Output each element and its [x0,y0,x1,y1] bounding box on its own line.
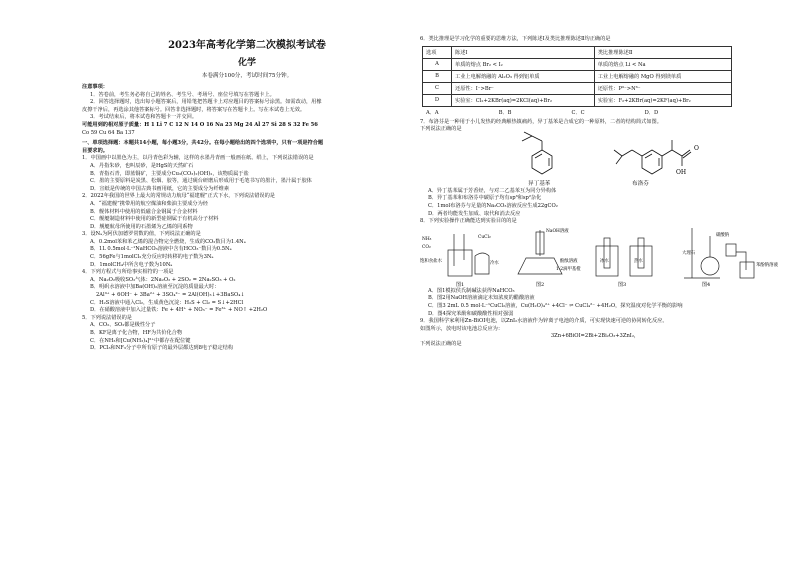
option-line: B．青指石青，即蓝铜矿，主要成分Cu₃(CO₃)₂(OH)₂，该物质属于盐 [90,170,249,177]
question-6-table [422,46,732,107]
hydroxyl-label: OH [676,168,687,176]
atomic-mass-line: Co 59 Cu 64 Ba 137 [82,129,135,136]
option-line: C．56gFe与1molCl₂充分反应时转移的电子数为3Nₐ [90,254,214,261]
question-line: 5．下列说法错误的是 [82,314,132,321]
figure-small-label: 苯酚钠溶液 [756,262,778,268]
table-header: 选项 [423,46,452,58]
option-b: B．B [498,109,512,116]
option-d: D．D [644,109,659,116]
question-line: 1．中国画中以墨色为主，以丹青色彩为辅，这样的水墨丹青画一般画在纸、绢上，下列说法错误的是 [82,155,314,162]
question-6-options [426,109,770,116]
table-header: 陈述Ⅰ [452,46,595,58]
option-line: A．Na₂O₂吸收SO₂气体：2Na₂O₂ + 2SO₂ = 2Na₂SO₃ + O₂ [90,276,236,283]
section-heading: 目要求的。 [82,147,108,154]
option-line: D．图4探究苯酚和碳酸酸性相对强弱 [428,310,514,317]
table-cell: 还原性：I⁻>Br⁻ [452,82,595,94]
option-line: C．舰艇制造材料中使用的新型硅钢属于有机高分子材料 [90,216,219,223]
table-cell: 实验室：F₂+2KBr(aq)=2KF(aq)+Br₂ [594,94,731,106]
carbonyl-oxygen-label: O [694,144,699,152]
question-list [82,155,412,352]
option-line: C．在NH₃和[Cu(NH₃)₄]²⁺中都存在配位键 [90,337,191,344]
option-a: A．A [426,109,439,116]
figure-label: 图4 [702,281,711,288]
figure-small-label: 热水 [634,258,643,264]
figure-label: 图1 [456,281,465,288]
option-line: B．舰体材料中使用的低磁合金钢属于合金材料 [90,208,198,215]
question-7-stem: 下列说法正确的是 [420,126,462,133]
figure-label: 图2 [536,281,545,288]
question-9-stem: 如图所示，放电时该电池总反应为： [420,325,504,332]
question-9-equation: 3Zn+6BiOI=2Bi+2Bi₂O₃+3ZnI₂， [550,333,640,340]
question-8-stem: 8．下列实验操作正确能达到实验目的的是 [420,218,517,225]
question-9-tail: 下列说法正确的是 [420,340,462,347]
figure-small-label: 饱和食盐水 [420,258,442,264]
option-line: A．CO₂、SO₂都是极性分子 [90,322,156,329]
figure-small-label: 冰水 [600,258,609,264]
figure-small-label: CO₂ [422,244,431,250]
option-line: C．墨的主要原料是炭黑、松烟、胶等，通过砚台研磨后形成用于毛笔书写的墨汁，墨汁属于胶体 [90,178,312,185]
option-line: B．1L 0.5mol·L⁻¹NaHCO₃溶液中含有HCO₃⁻数目为0.5Nₐ [90,246,232,253]
section-heading: 一、单项选择题：本题共14小题，每小题3分，共42分。在每小题给出的四个选项中，只有一项是符合题 [82,140,324,147]
question-7-stem: 7．布洛芬是一种用于小儿发热的经典解热镇痛药，异丁基苯是合成它的一种原料，二者的结构简式如图。 [420,118,662,125]
table-cell: C [423,82,452,94]
option-line: A．丹指朱砂，也叫辰砂，是HgS的天然矿石 [90,162,194,169]
figure-small-label: 冷水 [490,260,499,266]
question-9-stem: 9．我国科学家利用Zn-BiOI电池，以ZnI₂水溶液作为锌离子电池的介质，可实现快速可逆的协同转化反应。 [420,318,668,325]
table-row [423,58,732,70]
figure-small-label: 大理石 [682,250,696,256]
option-line: C．1mol布洛芬与足量的Na₂CO₃溶液反应生成22gCO₂ [428,202,558,209]
question-6-stem: 6．类比推理是学习化学的重要的思维方法，下列陈述Ⅰ及类比推理陈述Ⅱ均正确的是 [420,36,611,42]
isobutylbenzene-label: 异丁基苯 [528,180,551,187]
table-cell: 单质的熔点 Li < Na [594,58,731,70]
figure-small-label: 碳酸钠 [716,232,730,238]
table-cell: 还原性：P³⁻>N³⁻ [594,82,731,94]
option-line: B．明矾水溶液中加Ba(OH)₂溶液至沉淀的质量最大时： [90,284,220,291]
table-cell: B [423,70,452,82]
figure-1-apparatus [448,234,489,276]
notice-heading: 注意事项： [82,84,108,90]
option-line: D．宣纸是传统的中国古典书画用纸，它的主要成分为纤维素 [90,185,230,192]
atomic-mass-line: 可能用到的相对原子质量：H 1 Li 7 C 12 N 14 O 16 Na 23 Mg 24 Al 27 Si 28 S 32 Fe 56 [82,121,318,128]
molecule-structures [420,134,760,188]
table-row [423,70,732,82]
option-line: B．KF是离子化合物，HF为共价化合物 [90,330,183,336]
figure-label: 图3 [618,281,627,288]
table-cell: D [423,94,452,106]
table-cell: 实验室：Cl₂+2KBr(aq)=2KCl(aq)+Br₂ [452,94,595,106]
table-cell: A [423,58,452,70]
figure-small-label: 酚酞溶液 [560,258,578,264]
option-line: A．“福建舰”携带用的航空煤油和柴油主要成分为烃 [90,200,208,207]
question-line: 2．2022年我国的世界上最大的常规动力航母“福建舰”正式下水，下列说法错误的是 [82,193,275,200]
option-c: C．C [571,109,585,116]
table-cell: 工业上电解熔融的 MgO 得到镁单质 [594,70,731,82]
structure-figure [420,134,770,188]
option-line: C．图3 2mL 0.5 mol·L⁻¹CuCl₂溶液，Cu(H₂O)₄²⁺ +4Cl⁻ ⇌ CuCl₄²⁻ +4H₂O，探究温度对化学平衡的影响 [428,302,683,309]
notice-line: 3．考试结束后，将本试卷和答题卡一并交回。 [90,114,198,121]
isobutylbenzene-structure [522,132,552,174]
option-line: A．0.2mol苯和苯乙烯的混合物完全燃烧，生成的CO₂数目为1.4Nₐ [90,238,246,245]
ibuprofen-label: 布洛芬 [632,180,649,187]
left-column [82,36,412,353]
table-row [423,82,732,94]
figure-3-apparatus [596,238,652,276]
table-cell: 单质的熔点 Br₂ < I₂ [452,58,595,70]
option-line: B．图2用NaOH溶液滴定未知浓度的醋酸溶液 [428,295,535,302]
option-line: A．图1模拟侯氏制碱法获得NaHCO₃ [428,287,515,294]
exam-meta: 本卷满分100分，考试时间75分钟。 [201,73,293,79]
table-row [423,94,732,106]
apparatus-figure [420,226,778,288]
option-line: 2Al³⁺ + 6OH⁻ + 3Ba²⁺ + 3SO₄²⁻ = 2Al(OH)₃↓+3BaSO₄↓ [96,292,245,299]
exam-title: 2023年高考化学第二次模拟考试卷 [168,40,326,51]
option-line: B．异丁基苯和布洛芬中碳原子均有sp³和sp²杂化 [428,195,542,202]
notice-line: 1．答卷前，考生务必将自己的姓名、考生号、考场号、座位号填写在答题卡上。 [90,91,275,98]
right-column [420,36,778,349]
option-line: D．PCl₃和NF₃分子中所有原子的最外层都达到8电子稳定结构 [90,345,234,352]
figure-small-label: 1-2滴甲基橙 [556,266,581,272]
notice-line: 2．回答选择题时，选出每小题答案后，用铅笔把答题卡上对应题目的答案标号涂黑。如需改动，用橡 [90,99,322,106]
table-header: 类比推理陈述Ⅱ [594,46,731,58]
figure-small-label: NH₃ [422,236,432,242]
notice-line: 皮擦干净后，再选涂其他答案标号。回答非选择题时，将答案写在答题卡上。写在本试卷上无效。 [82,106,306,113]
question-line: 3．设Nₐ为阿伏加德罗常数的值，下列说法正确的是 [82,231,201,238]
question-line: 4．下列方程式与所给事实相符的一项是 [82,269,174,276]
option-line: C．H₂S溶液中通入Cl₂，生成黄色沉淀：H₂S + Cl₂ = S↓+2HCl [90,299,244,306]
figure-small-label: CuCl₂ [478,234,491,240]
option-line: D．舰艇航母所使用的石墨烯为乙烯的同系物 [90,223,193,230]
option-line: A．异丁基苯属于芳香烃，与对二乙基苯互为同分异构体 [428,187,557,194]
option-line: D．两者均能发生加成、取代和消去反应 [428,210,521,217]
option-line: D．在硝酸溶液中加入过量铁：Fe + 4H⁺ + NO₃⁻ = Fe³⁺ + NO↑ +2H₂O [90,307,268,314]
apparatus-diagrams [420,226,778,288]
exam-subject: 化学 [237,58,256,68]
option-line: D．1molCH₄中所含电子数为10Nₐ [90,261,173,268]
table-header-row [423,46,732,58]
table-cell: 工业上电解熔融的 Al₂O₃ 得到铝单质 [452,70,595,82]
figure-small-label: NaOH溶液 [546,228,569,234]
